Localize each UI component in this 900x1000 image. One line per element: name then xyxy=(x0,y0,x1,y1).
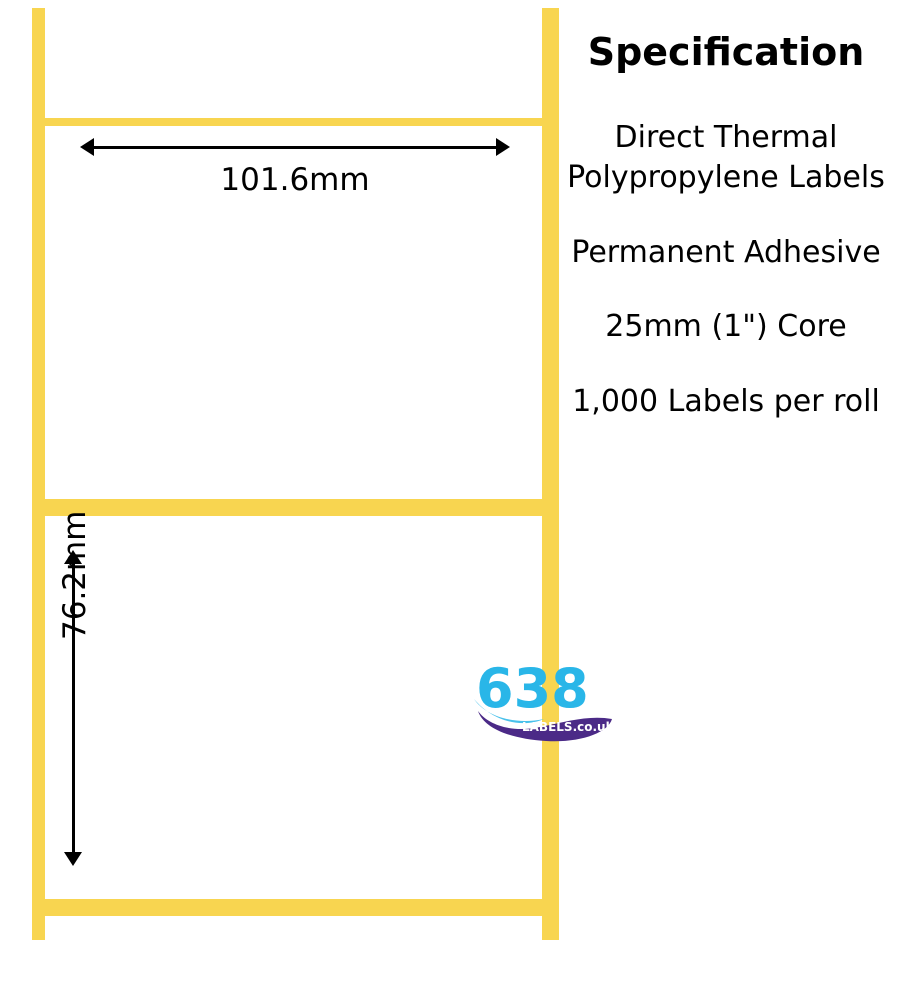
arrow-down-icon xyxy=(64,852,82,866)
brand-logo xyxy=(470,655,620,743)
label-face-partial-bottom xyxy=(45,916,542,940)
width-dimension-label: 101.6mm xyxy=(220,162,370,198)
svg-text:638: 638 xyxy=(476,657,589,720)
spec-line-core: 25mm (1") Core xyxy=(605,309,847,345)
spec-line-quantity: 1,000 Labels per roll xyxy=(572,383,880,419)
width-dimension-arrow xyxy=(80,136,510,158)
spec-line-adhesive: Permanent Adhesive xyxy=(571,234,881,270)
arrow-right-icon xyxy=(496,138,510,156)
specification-panel xyxy=(566,30,886,422)
spec-line-material: Direct Thermal Polypropylene Labels xyxy=(567,119,885,196)
label-face-partial-top xyxy=(45,8,542,118)
logo-638-labels-icon xyxy=(470,655,620,743)
label-face-second xyxy=(45,516,542,899)
svg-text:LABELS.co.uk: LABELS.co.uk xyxy=(522,720,614,734)
dimension-line xyxy=(86,146,504,149)
specification-title: Specification xyxy=(587,30,865,74)
height-dimension-label: 76.2mm xyxy=(57,510,93,640)
